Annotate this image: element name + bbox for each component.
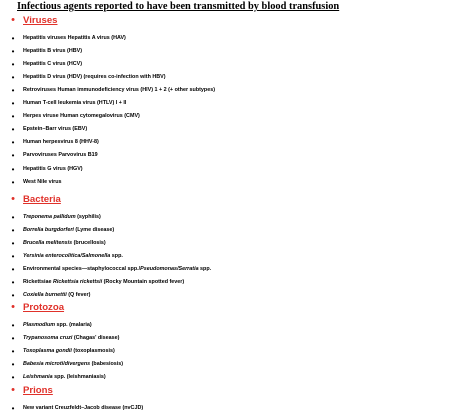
item-text: (syphilis) [75, 213, 101, 220]
list-item-text [23, 402, 143, 415]
organism-name: Leishmania [23, 373, 53, 380]
item-text: West Nile virus [23, 178, 62, 185]
list-item-text [23, 58, 82, 71]
organism-name: Toxoplasma gondii [23, 347, 72, 354]
item-text: Parvoviruses Parvovirus B19 [23, 152, 98, 159]
bullet-icon: • [11, 125, 15, 135]
organism-name: Borrelia burgdorferi [23, 226, 74, 233]
item-text: Hepatitis C virus (HCV) [23, 60, 83, 67]
bullet-icon: • [11, 164, 15, 174]
list-item-text [23, 45, 82, 58]
bullet-icon: • [11, 238, 15, 248]
bullet-icon: • [11, 212, 15, 222]
list-item-text [23, 123, 87, 136]
list-item-text [23, 371, 106, 384]
item-text: Hepatitis viruses Hepatitis A virus (HAV) [23, 34, 126, 41]
list-item-text [23, 237, 106, 250]
bullet-icon: • [11, 264, 15, 274]
list-item-text [23, 136, 99, 149]
item-text: (Rocky Mountain spotted fever) [102, 279, 185, 285]
bullet-icon: • [11, 99, 15, 108]
list-item-text [23, 110, 140, 123]
organism-name: Trypanosoma cruzi [23, 334, 73, 341]
organism-name: Rickettsia rickettsii [52, 279, 103, 285]
list-item-text [23, 224, 114, 237]
item-text: Human T-cell leukemia virus (HTLV) I + II [23, 100, 127, 106]
bullet-icon: • [11, 403, 15, 413]
item-text: (Q fever) [66, 292, 91, 299]
bullet-icon: • [11, 359, 15, 369]
bullet-icon: • [11, 14, 15, 26]
item-text: spp. [198, 265, 212, 272]
list-item-text [23, 250, 123, 263]
item-text: Rickettsiae [23, 279, 53, 285]
item-text: spp. [110, 252, 123, 259]
item-text: (Chagas' disease) [72, 334, 120, 341]
bullet-icon: • [11, 346, 15, 356]
item-text: Hepatitis G virus (HGV) [23, 165, 83, 172]
item-text: Herpes viruse Human cytomegalovirus (CMV) [23, 113, 140, 120]
item-text: (brucellosis) [72, 239, 106, 246]
bullet-icon: • [11, 278, 15, 287]
item-text: Hepatitis D virus (HDV) (requires co-infection with HBV) [23, 73, 166, 80]
section-heading: Protozoa [23, 302, 65, 313]
item-text: Retroviruses Human immunodeficiency virus (HIV) 1 + 2 (+ other subtypes) [23, 86, 216, 93]
list-item-text [23, 332, 119, 345]
bullet-icon: • [11, 291, 15, 301]
document-title: Infectious agents reported to have been transmitted by blood transfusion [17, 1, 340, 12]
item-text: New variant Creuzfeldt–Jacob disease (nvCJD) [23, 404, 144, 411]
item-text: Hepatitis B virus (HBV) [23, 47, 83, 54]
item-text: Epstein–Barr virus (EBV) [23, 126, 88, 133]
bullet-icon: • [11, 372, 15, 382]
bullet-icon: • [11, 333, 15, 343]
organism-name: Babesia microti/divergens [23, 360, 91, 367]
bullet-icon: • [11, 85, 15, 95]
section-heading: Viruses [23, 15, 58, 26]
list-item-text [23, 84, 215, 97]
list-item-text [23, 211, 101, 224]
bullet-icon: • [11, 151, 15, 161]
bullet-icon: • [11, 72, 15, 82]
section-heading: Prions [23, 385, 53, 396]
list-item-text [23, 32, 126, 45]
item-text: spp. (malaria) [55, 321, 92, 328]
item-text: (Lyme disease) [73, 226, 115, 233]
bullet-icon: • [11, 177, 15, 187]
list-item-text [23, 319, 92, 332]
list-item-text [23, 358, 123, 371]
bullet-icon: • [11, 320, 15, 330]
bullet-icon: • [11, 251, 15, 261]
item-text: (babesiosis) [90, 360, 124, 367]
organism-name: Yersinia enterocolitica/Salmonella [23, 252, 111, 259]
bullet-icon: • [11, 33, 15, 43]
list-item-text [23, 263, 211, 276]
item-text: Environmental species—staphylococcal spp./ [23, 265, 141, 272]
list-item-text [23, 176, 62, 189]
bullet-icon: • [11, 384, 15, 396]
bullet-icon: • [11, 138, 15, 148]
bullet-icon: • [11, 301, 15, 313]
item-text: (toxoplasmosis) [71, 347, 115, 354]
list-item-text [23, 71, 166, 84]
list-item-text [23, 149, 98, 162]
item-text: Human herpesvirus 8 (HHV-8) [23, 139, 99, 146]
item-text: spp. (leishmaniasis) [52, 373, 106, 380]
bullet-icon: • [11, 46, 15, 56]
list-item-text [23, 163, 83, 176]
bullet-icon: • [11, 193, 15, 205]
organism-name: Plasmodium [23, 321, 56, 328]
list-item-text [23, 97, 126, 110]
list-item-text [23, 276, 184, 289]
organism-name: Coxiella burnettii [23, 292, 67, 299]
list-item-text [23, 345, 115, 358]
organism-name: Treponema pallidum [23, 213, 76, 220]
organism-name: Pseudomonas/Serratia [140, 265, 199, 272]
bullet-icon: • [11, 59, 15, 69]
section-heading: Bacteria [23, 194, 61, 205]
bullet-icon: • [11, 112, 15, 122]
organism-name: Brucella melitensis [23, 239, 73, 246]
bullet-icon: • [11, 225, 15, 235]
